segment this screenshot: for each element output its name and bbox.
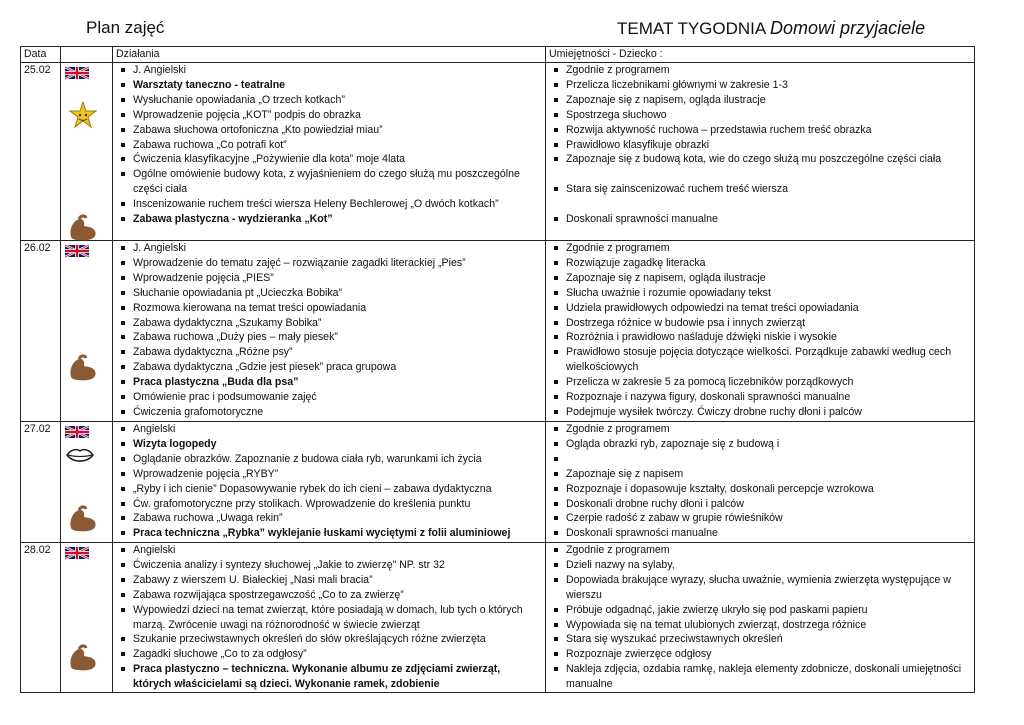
- row-date: 28.02: [21, 543, 61, 693]
- list-item: J. Angielski: [113, 241, 545, 256]
- list-item: Prawidłowo stosuje pojęcia dotyczące wielkości. Porządkuje zabawki według cech wielkościowych: [546, 345, 974, 375]
- list-item: Inscenizowanie ruchem treści wiersza Heleny Bechlerowej „O dwóch kotkach”: [113, 197, 545, 212]
- row-activities: [113, 422, 546, 543]
- table-row: [21, 63, 975, 241]
- row-activities: [113, 241, 546, 422]
- row-date: 27.02: [21, 422, 61, 543]
- table-row: [21, 422, 975, 543]
- list-item: Zapoznaje się z napisem: [546, 467, 974, 482]
- list-item: Zagadki słuchowe „Co to za odgłosy”: [113, 647, 545, 662]
- list-item: Wypowiedzi dzieci na temat zwierząt, które posiadają w domach, lub tych o których marzą. Zwrócenie uwagi na różnorodność w świecie zwierząt: [113, 603, 545, 633]
- theme-prefix: TEMAT TYGODNIA: [617, 19, 766, 38]
- row-date: 25.02: [21, 63, 61, 241]
- list-item: Nakleja zdjęcia, ozdabia ramkę, nakleja elementy zdobnicze, doskonali umiejętności manualne: [546, 662, 974, 692]
- list-item: Warsztaty taneczno - teatralne: [113, 78, 545, 93]
- list-item: Ćw. grafomotoryczne przy stolikach. Wprowadzenie do kreślenia punktu: [113, 497, 545, 512]
- skill-list: [546, 241, 974, 420]
- list-item: Wprowadzenie do tematu zajęć – rozwiązanie zagadki literackiej „Pies”: [113, 256, 545, 271]
- list-item: Praca plastyczno – techniczna. Wykonanie albumu ze zdjęciami zwierząt, których właścicielami są dzieci. Wykonanie ramek, zdobienie: [113, 662, 545, 692]
- list-item: Rozpoznaje zwierzęce odgłosy: [546, 647, 974, 662]
- list-item: Przelicza w zakresie 5 za pomocą liczebników porządkowych: [546, 375, 974, 390]
- list-item: Zabawa dydaktyczna „Szukamy Bobika”: [113, 316, 545, 331]
- list-item: Rozpoznaje i dopasowuje kształty, doskonali percepcje wzrokowa: [546, 482, 974, 497]
- list-item: „Ryby i ich cienie” Dopasowywanie rybek do ich cieni – zabawa dydaktyczna: [113, 482, 545, 497]
- row-activities: [113, 63, 546, 241]
- list-item: Szukanie przeciwstawnych określeń do słów określających różne zwierzęta: [113, 632, 545, 647]
- list-item: Zabawa dydaktyczna „Różne psy”: [113, 345, 545, 360]
- row-icons: [61, 543, 113, 693]
- skill-list: [546, 422, 974, 541]
- list-item: Praca plastyczna „Buda dla psa”: [113, 375, 545, 390]
- list-item: J. Angielski: [113, 63, 545, 78]
- list-item: Udziela prawidłowych odpowiedzi na temat treści opowiadania: [546, 301, 974, 316]
- list-item: Prawidłowo klasyfikuje obrazki: [546, 138, 974, 153]
- activity-list: [113, 63, 545, 227]
- column-header-icons: [61, 47, 113, 63]
- row-date: 26.02: [21, 241, 61, 422]
- list-item: Przelicza liczebnikami głównymi w zakresie 1-3: [546, 78, 974, 93]
- hand-icon: [67, 643, 99, 673]
- list-item: Rozmowa kierowana na temat treści opowiadania: [113, 301, 545, 316]
- list-item: Zabawa dydaktyczna „Gdzie jest piesek” praca grupowa: [113, 360, 545, 375]
- list-item: Zgodnie z programem: [546, 63, 974, 78]
- list-item: Angielski: [113, 543, 545, 558]
- row-activities: [113, 543, 546, 693]
- list-item: Doskonali drobne ruchy dłoni i palców: [546, 497, 974, 512]
- skill-list: [546, 543, 974, 692]
- table-row: [21, 241, 975, 422]
- list-item: Ogólne omówienie budowy kota, z wyjaśnieniem do czego służą mu poszczególne części ciała: [113, 167, 545, 197]
- column-header-skills: Umiejętności - Dziecko :: [546, 47, 975, 63]
- list-item: Dopowiada brakujące wyrazy, słucha uważnie, wymienia zwierzęta występujące w wierszu: [546, 573, 974, 603]
- list-item: Rozwija aktywność ruchowa – przedstawia ruchem treść obrazka: [546, 123, 974, 138]
- list-item: Rozróżnia i prawidłowo naśladuje dźwięki niskie i wysokie: [546, 330, 974, 345]
- list-item: Dzieli nazwy na sylaby,: [546, 558, 974, 573]
- list-item: Ogląda obrazki ryb, zapoznaje się z budową i: [546, 437, 974, 452]
- list-item: Zgodnie z programem: [546, 241, 974, 256]
- theme-heading: [617, 18, 925, 39]
- row-skills: [546, 63, 975, 241]
- column-header-activities: Działania: [113, 47, 546, 63]
- list-item: Rozwiązuje zagadkę literacka: [546, 256, 974, 271]
- row-icons: [61, 63, 113, 241]
- list-item: Doskonali sprawności manualne: [546, 212, 974, 227]
- table-header-row: [21, 47, 975, 63]
- list-item: Podejmuje wysiłek twórczy. Ćwiczy drobne ruchy dłoni i palców: [546, 405, 974, 420]
- list-item: Ćwiczenia analizy i syntezy słuchowej „Jakie to zwierzę” NP. str 32: [113, 558, 545, 573]
- list-item: Słucha uważnie i rozumie opowiadany tekst: [546, 286, 974, 301]
- list-item: Zabawa ruchowa „Uwaga rekin”: [113, 511, 545, 526]
- list-item: Zabawa słuchowa ortofoniczna „Kto powiedział miau”: [113, 123, 545, 138]
- row-icons: [61, 241, 113, 422]
- list-item: Stara się wyszukać przeciwstawnych określeń: [546, 632, 974, 647]
- list-item: Zabawy z wierszem U. Białeckiej „Nasi mali bracia”: [113, 573, 545, 588]
- list-item: Czerpie radość z zabaw w grupie rówieśników: [546, 511, 974, 526]
- list-item: Ćwiczenia klasyfikacyjne „Pożywienie dla kota” moje 4lata: [113, 152, 545, 167]
- list-item: Wypowiada się na temat ulubionych zwierząt, dostrzega różnice: [546, 618, 974, 633]
- lips-icon: [65, 446, 95, 464]
- row-skills: [546, 422, 975, 543]
- dance-star-icon: [69, 101, 97, 131]
- uk-flag-icon: [65, 425, 89, 439]
- hand-icon: [67, 353, 99, 383]
- activity-list: [113, 543, 545, 692]
- list-item: Doskonali sprawności manualne: [546, 526, 974, 541]
- theme-name: Domowi przyjaciele: [770, 18, 926, 38]
- list-item: Dostrzega różnice w budowie psa i innych zwierząt: [546, 316, 974, 331]
- list-item: Wprowadzenie pojęcia „RYBY”: [113, 467, 545, 482]
- activity-list: [113, 422, 545, 541]
- list-item: Wprowadzenie pojęcia „KOT” podpis do obrazka: [113, 108, 545, 123]
- list-item: Angielski: [113, 422, 545, 437]
- list-item: Zgodnie z programem: [546, 422, 974, 437]
- list-item: Zgodnie z programem: [546, 543, 974, 558]
- list-item: Zapoznaje się z napisem, ogląda ilustracje: [546, 93, 974, 108]
- list-item: Wprowadzenie pojęcia „PIES”: [113, 271, 545, 286]
- list-item: Spostrzega słuchowo: [546, 108, 974, 123]
- column-header-date: Data: [21, 47, 61, 63]
- list-item: Zapoznaje się z napisem, ogląda ilustracje: [546, 271, 974, 286]
- row-icons: [61, 422, 113, 543]
- row-skills: [546, 543, 975, 693]
- uk-flag-icon: [65, 546, 89, 560]
- list-item: Ćwiczenia grafomotoryczne: [113, 405, 545, 420]
- list-item: Próbuje odgadnąć, jakie zwierzę ukryło się pod paskami papieru: [546, 603, 974, 618]
- list-item: Zabawa ruchowa „Co potrafi kot”: [113, 138, 545, 153]
- list-item: Wizyta logopedy: [113, 437, 545, 452]
- hand-icon: [67, 504, 99, 534]
- hand-icon: [67, 213, 99, 243]
- list-item: Stara się zainscenizować ruchem treść wiersza: [546, 182, 974, 197]
- list-item: Zabawa ruchowa „Duży pies – mały piesek”: [113, 330, 545, 345]
- list-item-empty: [546, 452, 974, 467]
- row-skills: [546, 241, 975, 422]
- list-item: Słuchanie opowiadania pt „Ucieczka Bobika”: [113, 286, 545, 301]
- list-item: Zabawa plastyczna - wydzieranka „Kot”: [113, 212, 545, 227]
- plan-title: Plan zajęć: [86, 18, 165, 37]
- list-item: Zapoznaje się z budową kota, wie do czego służą mu poszczególne części ciała: [546, 152, 974, 167]
- lesson-plan-table: [20, 46, 975, 693]
- table-row: [21, 543, 975, 693]
- uk-flag-icon: [65, 66, 89, 80]
- list-item: Wysłuchanie opowiadania „O trzech kotkach”: [113, 93, 545, 108]
- list-item: Rozpoznaje i nazywa figury, doskonali sprawności manualne: [546, 390, 974, 405]
- list-item: Praca techniczna „Rybka” wyklejanie łuskami wyciętymi z folii aluminiowej: [113, 526, 545, 541]
- skill-list: [546, 63, 974, 227]
- activity-list: [113, 241, 545, 420]
- uk-flag-icon: [65, 244, 89, 258]
- list-item: Zabawa rozwijająca spostrzegawczość „Co to za zwierzę”: [113, 588, 545, 603]
- list-item: Oglądanie obrazków. Zapoznanie z budowa ciała ryb, warunkami ich życia: [113, 452, 545, 467]
- list-item: Omówienie prac i podsumowanie zajęć: [113, 390, 545, 405]
